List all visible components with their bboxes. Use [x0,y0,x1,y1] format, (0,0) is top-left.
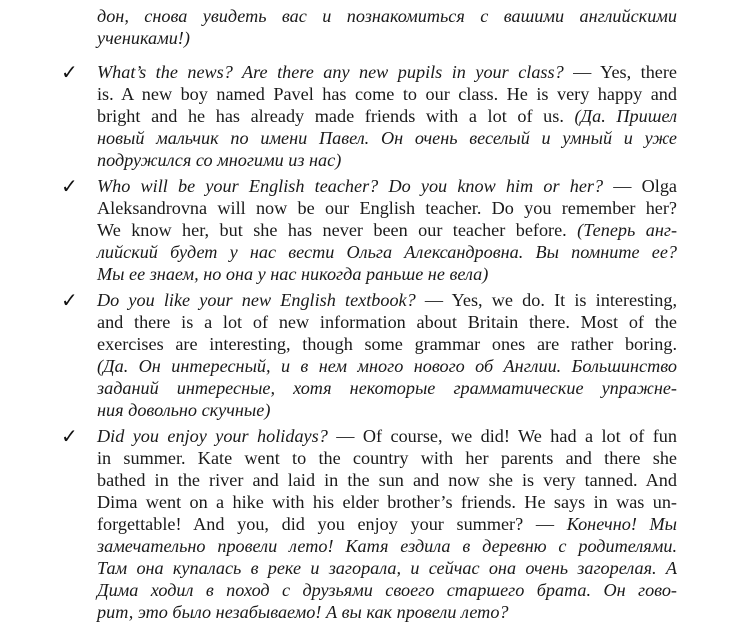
item-1-line-2 [97,84,677,105]
item-3-line-3 [97,334,677,355]
check-mark-icon: ✓ [61,424,78,448]
item-4-line-3 [97,470,677,491]
translation-text: заданий интересные, хотя некоторые грамматические упражне- [97,378,677,398]
item-3-line-6 [97,400,677,421]
answer-text: Dima went on a hike with his elder brother’s friends. He says in was un- [97,492,677,512]
item-4-line-6 [97,536,677,557]
item-2-line-3 [97,220,677,241]
answer-text: — Yes, there [563,62,678,82]
answer-text: exercises are interesting, though some grammar ones are rather boring. [97,334,677,354]
intro-line-2: учениками!) [97,28,190,48]
item-3-line-5 [97,378,677,399]
item-1-line-1 [97,62,677,83]
intro-line-1: дон, снова увидеть вас и познакомиться с вашими английскими [97,6,677,26]
item-3-line-4 [97,356,677,377]
question-text: Do you like your new English textbook? [97,290,416,310]
translation-text: (Да. Пришел [574,106,677,126]
question-text: Who will be your English teacher? Do you know him or her? [97,176,604,196]
answer-text: — Olga [603,176,677,196]
check-mark-icon: ✓ [61,288,78,312]
item-4-line-7 [97,558,677,579]
question-text: Did you enjoy your holidays? [97,426,328,446]
translation-text: новый мальчик по имени Павел. Он очень веселый и умный и уже [97,128,677,148]
check-mark-icon: ✓ [61,174,78,198]
translation-text: рит, это было незабываемо! А вы как провели лето? [97,602,509,622]
answer-text: We know her, but she has never been our teacher before. [97,220,578,240]
translation-text: лийский будет у нас вести Ольга Александровна. Вы помните ее? [97,242,677,262]
answer-text: — Yes, we do. It is interesting, [415,290,677,310]
answer-text: Aleksandrovna will now be our English teacher. Do you remember her? [97,198,677,218]
translation-text: ния довольно скучные) [97,400,271,420]
item-4-line-2 [97,448,677,469]
question-text: What’s the news? Are there any new pupils in your class? [97,62,564,82]
translation-text: подружился со многими из нас) [97,150,342,170]
item-1-line-5 [97,150,677,171]
translation-text: Мы ее знаем, но она у нас никогда раньше не вела) [97,264,489,284]
item-4-line-5 [97,514,677,535]
item-1-line-3 [97,106,677,127]
item-3-line-1 [97,290,677,311]
item-2-line-5 [97,264,677,285]
answer-text: in summer. Kate went to the country with her parents and there she [97,448,677,468]
item-1-line-4 [97,128,677,149]
item-2-line-4 [97,242,677,263]
answer-text: forgettable! And you, did you enjoy your summer? — [97,514,567,534]
translation-text: Дима ходил в поход с друзьями своего старшего брата. Он гово- [97,580,677,600]
item-4-line-8 [97,580,677,601]
check-mark-icon: ✓ [61,60,78,84]
answer-text: bathed in the river and laid in the sun and now she is very tanned. And [97,470,677,490]
translation-text: (Да. Он интересный, и в нем много нового об Англии. Большинство [97,356,677,376]
item-2-line-1 [97,176,677,197]
item-4-line-9 [97,602,677,623]
item-2-line-2 [97,198,677,219]
item-4-line-1 [97,426,677,447]
translation-text: Там она купалась в реке и загорала, и сейчас она очень загорелая. А [97,558,677,578]
item-4-line-4 [97,492,677,513]
answer-text: bright and he has already made friends with a lot of us. [97,106,575,126]
item-3-line-2 [97,312,677,333]
translation-text: замечательно провели лето! Катя ездила в деревню с родителями. [97,536,677,556]
answer-text: and there is a lot of new information about Britain there. Most of the [97,312,677,332]
translation-text: Конечно! Мы [566,514,677,534]
translation-text: (Теперь анг- [577,220,677,240]
answer-text: — Of course, we did! We had a lot of fun [327,426,677,446]
answer-text: is. A new boy named Pavel has come to our class. He is very happy and [97,84,677,104]
